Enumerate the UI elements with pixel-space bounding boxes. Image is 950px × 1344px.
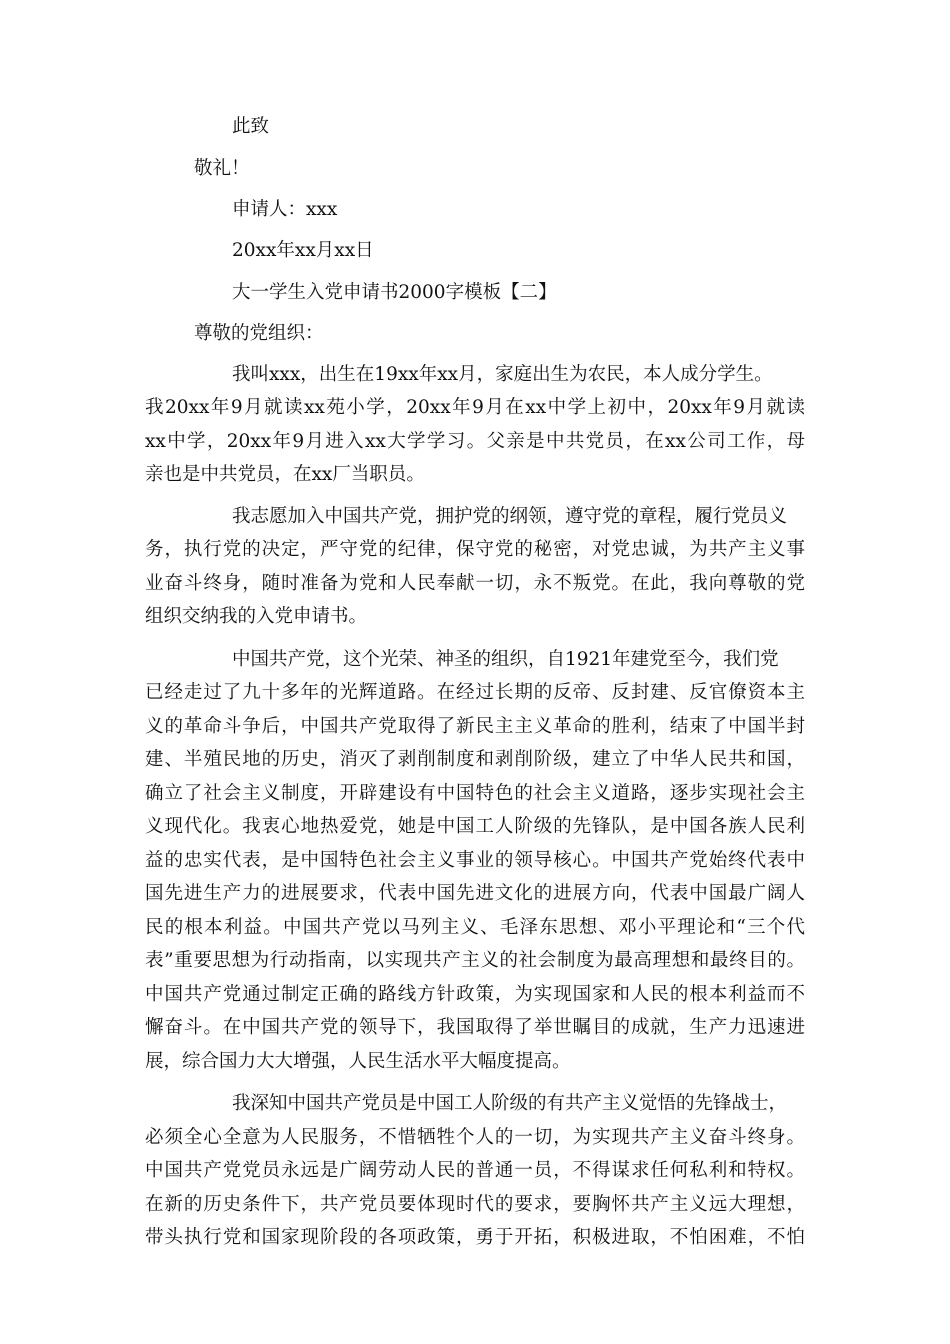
paragraph-line: 中国共产党党员永远是广阔劳动人民的普通一员，不得谋求任何私利和特权。 xyxy=(145,1160,805,1181)
section-title: 大一学生入党申请书2000字模板【二】 xyxy=(232,282,557,303)
paragraph-line: 表”重要思想为行动指南，以实现共产主义的社会制度为最高理想和最终目的。 xyxy=(145,950,805,971)
salutation: 尊敬的党组织： xyxy=(194,323,324,344)
paragraph-line: 务，执行党的决定，严守党的纪律，保守党的秘密，对党忠诚，为共产主义事 xyxy=(145,539,805,560)
paragraph-line: 义现代化。我衷心地热爱党，她是中国工人阶级的先锋队，是中国各族人民利 xyxy=(145,816,805,837)
paragraph-line: 确立了社会主义制度，开辟建设有中国特色的社会主义道路，逐步实现社会主 xyxy=(145,783,805,804)
paragraph-line: 中国共产党通过制定正确的路线方针政策，为实现国家和人民的根本利益而不 xyxy=(145,984,805,1005)
paragraph-line: 民的根本利益。中国共产党以马列主义、毛泽东思想、邓小平理论和“三个代 xyxy=(145,917,805,938)
paragraph-line: xx中学，20xx年9月进入xx大学学习。父亲是中共党员，在xx公司工作，母 xyxy=(145,431,805,452)
paragraph-line: 已经走过了九十多年的光辉道路。在经过长期的反帝、反封建、反官僚资本主 xyxy=(145,682,805,703)
applicant-line: 申请人：xxx xyxy=(232,199,338,220)
paragraph-line: 带头执行党和国家现阶段的各项政策，勇于开拓，积极进取，不怕困难，不怕 xyxy=(145,1227,805,1248)
paragraph-line: 中国共产党，这个光荣、神圣的组织，自1921年建党至今，我们党 xyxy=(232,649,779,670)
paragraph-line: 亲也是中共党员，在xx厂当职员。 xyxy=(145,464,425,485)
paragraph-line: 必须全心全意为人民服务，不惜牺牲个人的一切，为实现共产主义奋斗终身。 xyxy=(145,1127,805,1148)
paragraph-line: 我20xx年9月就读xx苑小学，20xx年9月在xx中学上初中，20xx年9月就读 xyxy=(145,397,805,418)
paragraph-line: 懈奋斗。在中国共产党的领导下，我国取得了举世瞩目的成就，生产力迅速进 xyxy=(145,1017,805,1038)
paragraph-line: 建、半殖民地的历史，消灭了剥削制度和剥削阶级，建立了中华人民共和国， xyxy=(145,749,805,770)
paragraph-line: 展，综合国力大大增强，人民生活水平大幅度提高。 xyxy=(145,1051,571,1072)
paragraph-line: 在新的历史条件下，共产党员要体现时代的要求，要胸怀共产主义远大理想， xyxy=(145,1194,805,1215)
paragraph-line: 义的革命斗争后，中国共产党取得了新民主主义革命的胜利，结束了中国半封 xyxy=(145,716,805,737)
paragraph-line: 国先进生产力的进展要求，代表中国先进文化的进展方向，代表中国最广阔人 xyxy=(145,883,805,904)
paragraph-line: 组织交纳我的入党申请书。 xyxy=(145,606,368,627)
paragraph-line: 我志愿加入中国共产党，拥护党的纲领，遵守党的章程，履行党员义 xyxy=(232,506,788,527)
paragraph-line: 我深知中国共产党员是中国工人阶级的有共产主义觉悟的先锋战士， xyxy=(232,1093,788,1114)
paragraph-line: 我叫xxx，出生在19xx年xx月，家庭出生为农民，本人成分学生。 xyxy=(232,364,773,385)
paragraph-line: 业奋斗终身，随时准备为党和人民奉献一切，永不叛党。在此，我向尊敬的党 xyxy=(145,573,805,594)
closing-ci-zhi: 此致 xyxy=(232,116,270,137)
closing-jing-li: 敬礼！ xyxy=(194,158,250,179)
date-line: 20xx年xx月xx日 xyxy=(232,240,374,261)
paragraph-line: 益的忠实代表，是中国特色社会主义事业的领导核心。中国共产党始终代表中 xyxy=(145,850,805,871)
